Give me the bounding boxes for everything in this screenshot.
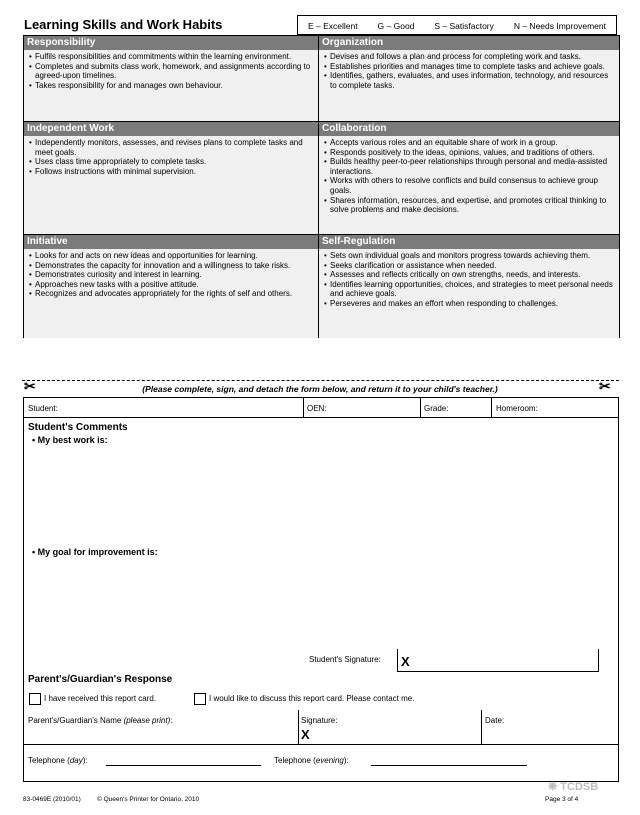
tearoff-instruction: (Please complete, sign, and detach the form below, and return it to your child's teacher.) <box>142 384 498 394</box>
telephone-evening-field[interactable] <box>371 765 527 766</box>
initiative-heading: Initiative <box>24 235 318 249</box>
list-item: • Seeks clarification or assistance when needed. <box>324 261 615 271</box>
signature-label: Signature: <box>301 716 338 725</box>
list-item: • Completes and submits class work, homework, and assignments according to agreed-upon timelines. <box>29 62 314 81</box>
legend-good: G – Good <box>377 21 415 31</box>
self-regulation-list <box>324 251 615 309</box>
scissors-icon: ✂ <box>599 378 611 394</box>
initiative-section <box>24 234 319 338</box>
responsibility-heading: Responsibility <box>24 36 318 50</box>
independent-work-heading: Independent Work <box>24 122 318 136</box>
goal-prompt: • My goal for improvement is: <box>32 547 158 557</box>
list-item: • Devises and follows a plan and process for completing work and tasks. <box>324 52 615 62</box>
grade-label: Grade: <box>424 404 449 413</box>
parent-signature-field[interactable] <box>298 710 482 744</box>
oen-label: OEN: <box>307 404 327 413</box>
organization-section <box>319 36 619 121</box>
list-item: • Independently monitors, assesses, and revises plans to complete tasks and meet goals. <box>29 138 314 157</box>
list-item: • Works with others to resolve conflicts and build consensus to achieve group goals. <box>324 176 615 195</box>
parent-response-title: Parent's/Guardian's Response <box>28 674 173 685</box>
list-item: • Looks for and acts on new ideas and opportunities for learning. <box>29 251 314 261</box>
discuss-checkbox[interactable] <box>194 693 206 705</box>
organization-list <box>324 52 615 90</box>
rating-legend <box>297 15 617 35</box>
list-item: • Takes responsibility for and manages own behaviour. <box>29 81 314 91</box>
collaboration-section <box>319 121 619 234</box>
list-item: • Builds healthy peer-to-peer relationships through personal and media-assisted interactions. <box>324 157 615 176</box>
independent-work-section <box>24 121 319 234</box>
initiative-list <box>29 251 314 299</box>
homeroom-label: Homeroom: <box>496 404 538 413</box>
list-item: • Identifies learning opportunities, choices, and strategies to meet personal needs and achieve goals. <box>324 280 615 299</box>
sign-here-mark: X <box>301 727 310 742</box>
legend-satisfactory: S – Satisfactory <box>434 21 494 31</box>
best-work-prompt: • My best work is: <box>32 435 108 445</box>
responsibility-list <box>29 52 314 90</box>
page-number: Page 3 of 4 <box>545 796 579 803</box>
legend-excellent: E – Excellent <box>307 21 358 31</box>
telephone-day-label: Telephone (day): <box>28 756 88 765</box>
student-signature-field[interactable] <box>397 649 599 672</box>
self-regulation-heading: Self-Regulation <box>319 235 619 249</box>
parent-name-label: Parent's/Guardian's Name (please print): <box>28 716 173 725</box>
received-checkbox[interactable] <box>29 693 41 705</box>
collaboration-list <box>324 138 615 215</box>
page-title: Learning Skills and Work Habits <box>24 17 223 32</box>
form-code: 83-0469E (2010/01) <box>23 796 81 803</box>
divider <box>24 744 618 745</box>
skills-grid <box>23 35 620 338</box>
sign-here-mark: X <box>401 654 410 669</box>
response-form <box>23 397 619 782</box>
independent-work-list <box>29 138 314 176</box>
list-item: • Recognizes and advocates appropriately for the rights of self and others. <box>29 289 314 299</box>
list-item: • Sets own individual goals and monitors progress towards achieving them. <box>324 251 615 261</box>
list-item: • Approaches new tasks with a positive attitude. <box>29 280 314 290</box>
telephone-evening-label: Telephone (evening): <box>274 756 349 765</box>
student-label: Student: <box>28 404 58 413</box>
received-checkbox-row: I have received this report card. <box>29 693 156 705</box>
self-regulation-section <box>319 234 619 338</box>
list-item: • Establishes priorities and manages time to complete tasks and achieve goals. <box>324 62 615 72</box>
student-comments-title: Student's Comments <box>28 422 128 433</box>
chat-icon: ❋ <box>548 781 558 793</box>
collaboration-heading: Collaboration <box>319 122 619 136</box>
telephone-day-field[interactable] <box>106 765 261 766</box>
responsibility-section <box>24 36 319 121</box>
parent-name-field[interactable] <box>24 728 296 742</box>
list-item: • Identifies, gathers, evaluates, and uses information, technology, and resources to complete tasks. <box>324 71 615 90</box>
copyright: © Queen's Printer for Ontario, 2010 <box>97 796 200 803</box>
cut-line <box>22 380 619 381</box>
student-info-row <box>24 398 618 418</box>
scissors-icon: ✂ <box>24 378 36 394</box>
list-item: • Fulfils responsibilities and commitments within the learning environment. <box>29 52 314 62</box>
student-signature-label: Student's Signature: <box>309 655 381 664</box>
discuss-checkbox-row: I would like to discuss this report card. Please contact me. <box>194 693 414 705</box>
date-label: Date: <box>485 716 505 725</box>
legend-needs-improvement: N – Needs Improvement <box>513 21 606 31</box>
goal-field[interactable] <box>32 562 612 646</box>
list-item: • Demonstrates the capacity for innovation and a willingness to take risks. <box>29 261 314 271</box>
list-item: • Follows instructions with minimal supervision. <box>29 167 314 177</box>
list-item: • Demonstrates curiosity and interest in learning. <box>29 270 314 280</box>
list-item: • Shares information, resources, and expertise, and promotes critical thinking to solve problems and make decisions. <box>324 196 615 215</box>
list-item: • Accepts various roles and an equitable share of work in a group. <box>324 138 615 148</box>
best-work-field[interactable] <box>32 450 612 542</box>
watermark: ❋ TCDSB <box>548 781 599 793</box>
list-item: • Perseveres and makes an effort when responding to challenges. <box>324 299 615 309</box>
organization-heading: Organization <box>319 36 619 50</box>
list-item: • Uses class time appropriately to complete tasks. <box>29 157 314 167</box>
list-item: • Assesses and reflects critically on own strengths, needs, and interests. <box>324 270 615 280</box>
list-item: • Responds positively to the ideas, opinions, values, and traditions of others. <box>324 148 615 158</box>
